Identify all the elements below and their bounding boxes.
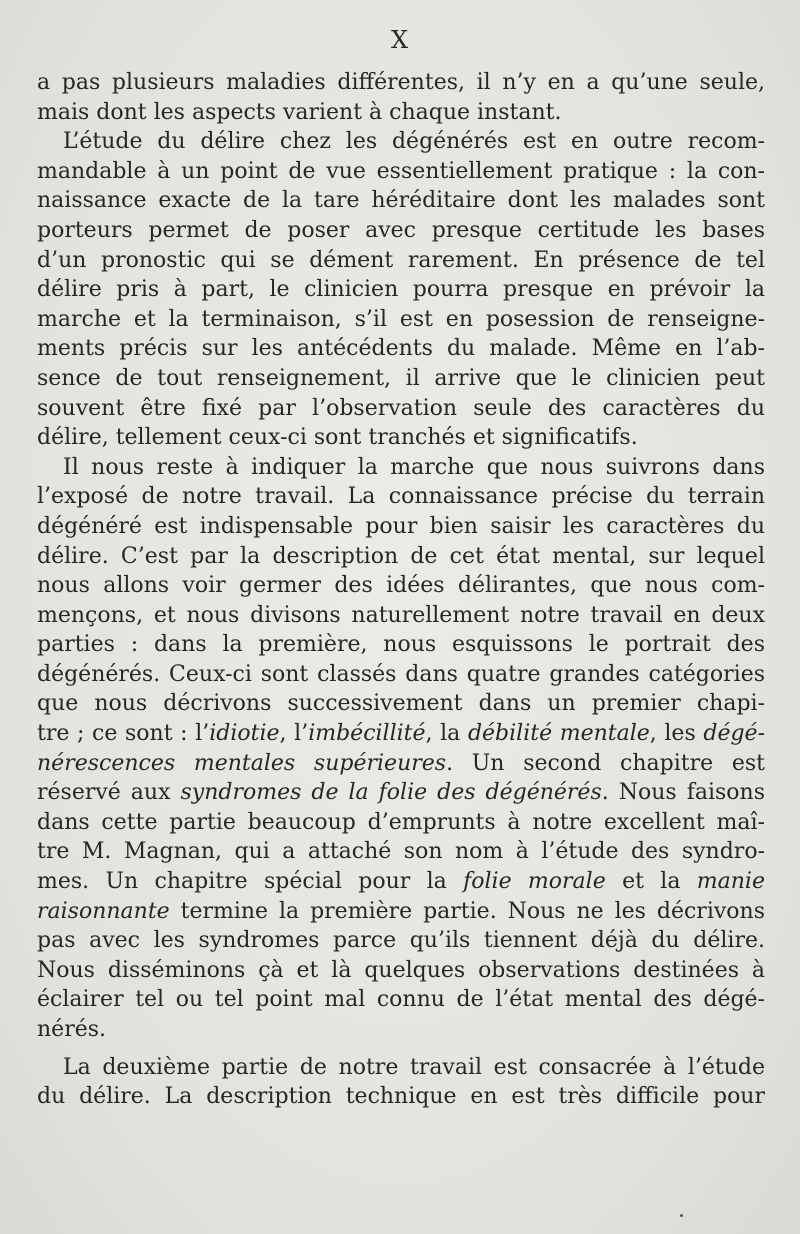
text-segment: sence de tout renseignement, il arrive que le clinicien peut xyxy=(37,365,765,391)
italic-text: dégé- xyxy=(703,721,765,747)
text-segment: dans cette partie beaucoup d’emprunts à notre excellent maî- xyxy=(37,809,765,835)
page-number: X xyxy=(390,26,410,54)
text-line xyxy=(37,275,765,305)
italic-text: raisonnante xyxy=(37,898,170,924)
text-segment: dégénérés. Ceux-ci sont classés dans quatre grandes catégories xyxy=(37,661,765,687)
text-segment: que nous décrivons successivement dans un premier chapi- xyxy=(37,691,765,717)
text-segment: du délire. La description technique en est très difficile pour xyxy=(37,1084,765,1110)
text-segment: parties : dans la première, nous esquissons le portrait des xyxy=(37,632,765,658)
text-segment: naissance exacte de la tare héréditaire dont les malades sont xyxy=(37,188,765,214)
text-line xyxy=(37,778,765,808)
text-segment: pas avec les syndromes parce qu’ils tiennent déjà du délire. xyxy=(37,928,765,954)
text-segment: mençons, et nous divisons naturellement notre travail en deux xyxy=(37,602,765,628)
text-segment: . Un second chapitre est xyxy=(446,750,765,776)
text-segment: L’étude du délire chez les dégénérés est en outre recom- xyxy=(63,129,765,155)
text-segment: termine la première partie. Nous ne les décrivons xyxy=(169,898,765,924)
text-segment: éclairer tel ou tel point mal connu de l’état mental des dégé- xyxy=(37,987,765,1013)
text-line xyxy=(37,157,765,187)
italic-text: nérescences mentales supérieures xyxy=(37,750,447,776)
text-line xyxy=(37,423,765,453)
italic-text: folie morale xyxy=(463,869,606,895)
text-line xyxy=(37,689,765,719)
text-segment: d’un pronostic qui se dément rarement. En présence de tel xyxy=(37,247,765,273)
body-text xyxy=(37,68,765,1112)
text-line xyxy=(37,482,765,512)
italic-text: imbécillité xyxy=(308,721,426,747)
text-segment: l’exposé de notre travail. La connaissance précise du terrain xyxy=(37,484,765,510)
text-line xyxy=(37,98,765,128)
text-segment: tre ; ce sont : l’ xyxy=(37,721,210,747)
text-segment: La deuxième partie de notre travail est consacrée à l’étude xyxy=(63,1054,765,1080)
text-line xyxy=(37,512,765,542)
text-line xyxy=(37,808,765,838)
text-segment: délire. C’est par la description de cet état mental, sur lequel xyxy=(37,543,765,569)
text-line xyxy=(37,1082,765,1112)
text-segment: mais dont les aspects varient à chaque instant. xyxy=(37,99,562,125)
text-line xyxy=(37,571,765,601)
italic-text: débilité mentale xyxy=(467,721,650,747)
text-line xyxy=(37,837,765,867)
text-line xyxy=(37,719,765,749)
text-segment: mes. Un chapitre spécial pour la xyxy=(37,869,464,895)
text-line xyxy=(37,542,765,572)
text-segment: nous allons voir germer des idées délirantes, que nous com- xyxy=(37,573,765,599)
text-segment: Il nous reste à indiquer la marche que nous suivrons dans xyxy=(63,454,765,480)
text-segment: délire pris à part, le clinicien pourra presque en prévoir la xyxy=(37,277,765,303)
text-line xyxy=(37,186,765,216)
text-line xyxy=(37,305,765,335)
italic-text: manie xyxy=(696,869,765,895)
text-line xyxy=(37,1015,765,1045)
text-line xyxy=(37,216,765,246)
text-segment: réservé aux xyxy=(37,780,181,806)
text-line xyxy=(37,1053,765,1083)
text-line xyxy=(37,601,765,631)
text-line xyxy=(37,897,765,927)
text-segment: , l’ xyxy=(279,721,309,747)
italic-text: idiotie xyxy=(209,721,280,747)
text-segment: délire, tellement ceux-ci sont tranchés et significatifs. xyxy=(37,425,638,451)
text-segment: souvent être fixé par l’observation seule des caractères du xyxy=(37,395,765,421)
text-line xyxy=(37,127,765,157)
text-segment: porteurs permet de poser avec presque certitude les bases xyxy=(37,217,765,243)
text-line xyxy=(37,364,765,394)
text-segment: Nous disséminons çà et là quelques observations destinées à xyxy=(37,957,765,983)
printer-mark xyxy=(680,1214,683,1217)
text-segment: ments précis sur les antécédents du malade. Même en l’ab- xyxy=(37,336,765,362)
text-line xyxy=(37,334,765,364)
text-segment: . Nous faisons xyxy=(601,780,765,806)
text-segment: , les xyxy=(649,721,704,747)
text-line xyxy=(37,453,765,483)
text-line xyxy=(37,926,765,956)
text-segment: marche et la terminaison, s’il est en posession de renseigne- xyxy=(37,306,765,332)
text-line xyxy=(37,867,765,897)
text-segment: mandable à un point de vue essentiellement pratique : la con- xyxy=(37,158,765,184)
text-segment: a pas plusieurs maladies différentes, il n’y en a qu’une seule, xyxy=(37,70,765,95)
text-line xyxy=(37,68,765,98)
text-line xyxy=(37,630,765,660)
text-line xyxy=(37,660,765,690)
text-segment: et la xyxy=(605,869,697,895)
text-line xyxy=(37,956,765,986)
text-line xyxy=(37,749,765,779)
text-line xyxy=(37,394,765,424)
text-segment: tre M. Magnan, qui a attaché son nom à l’étude des syndro- xyxy=(37,839,765,865)
italic-text: syndromes de la folie des dégénérés xyxy=(180,780,602,806)
paragraph-gap xyxy=(37,1045,765,1053)
text-line xyxy=(37,985,765,1015)
text-segment: , la xyxy=(425,721,468,747)
text-segment: dégénéré est indispensable pour bien saisir les caractères du xyxy=(37,513,765,539)
text-segment: nérés. xyxy=(37,1017,107,1042)
text-line xyxy=(37,246,765,276)
